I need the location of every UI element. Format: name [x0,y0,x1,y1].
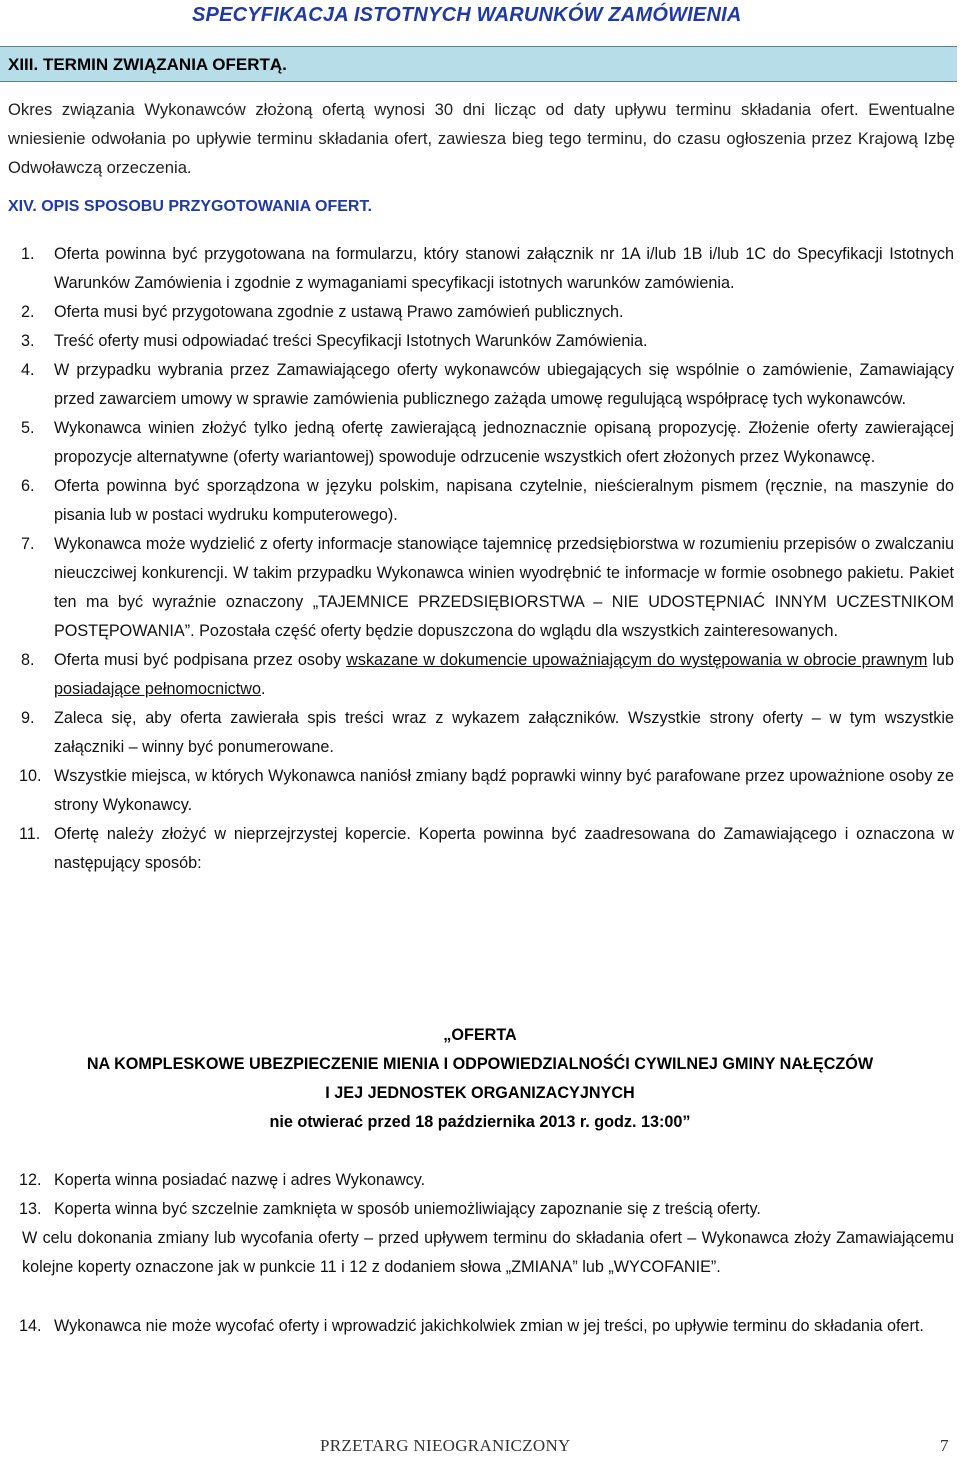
item-number: 9. [21,709,35,727]
envelope-line-1: „OFERTA [443,1026,517,1044]
list-item [0,530,960,646]
envelope-line-3: I JEJ JEDNOSTEK ORGANIZACYJNYCH [325,1084,635,1102]
list-item [0,356,960,414]
item-number: 7. [21,535,35,553]
list-item [0,646,960,704]
page-number: 7 [940,1436,949,1455]
item-text: lub [927,651,954,669]
list-item [0,472,960,530]
final-requirements-list [0,1312,960,1341]
offer-requirements-list [0,240,960,878]
underlined-text: posiadające pełnomocnictwo [54,680,261,698]
section-xiii-heading-bar [0,46,957,82]
list-item [0,1166,960,1195]
item-text: Wszystkie miejsca, w których Wykonawca naniósł zmiany bądź poprawki winny być parafowane przez upoważnione osoby ze strony Wykonawcy. [54,767,954,814]
list-item [0,327,960,356]
item-text: Wykonawca nie może wycofać oferty i wprowadzić jakichkolwiek zmian w jej treści, po upływie terminu do składania ofert. [54,1317,924,1335]
section-xiii-heading: XIII. TERMIN ZWIĄZANIA OFERTĄ. [8,55,287,74]
running-title: SPECYFIKACJA ISTOTNYCH WARUNKÓW ZAMÓWIENIA [192,4,742,26]
envelope-requirements-list [0,1166,960,1224]
list-item [0,240,960,298]
item-text: Wykonawca winien złożyć tylko jedną ofertę zawierającą jednoznacznie opisaną propozycję. Złożenie oferty zawierającej propozycje alternatywne (oferty wariantowej) spowoduje odrzucenie wszystkich ofert złożonych przez Wykonawcę. [54,419,954,466]
item-number: 2. [21,303,35,321]
item-number: 12. [19,1171,42,1189]
list-item [0,762,960,820]
list-item [0,414,960,472]
item-text: Treść oferty musi odpowiadać treści Specyfikacji Istotnych Warunków Zamówienia. [54,332,648,350]
list-item [0,1195,960,1224]
envelope-line-4: nie otwierać przed 18 października 2013 r. godz. 13:00” [269,1113,691,1131]
item-number: 3. [21,332,35,350]
section-xiv-heading: XIV. OPIS SPOSOBU PRZYGOTOWANIA OFERT. [8,198,372,215]
envelope-label [0,1021,960,1137]
item-text: . [260,680,266,698]
underlined-text: wskazane w dokumencie upoważniającym do występowania w obrocie prawnym [346,651,928,669]
item-number: 6. [21,477,35,495]
section-xiii-text: Okres związania Wykonawców złożoną ofertą wynosi 30 dni licząc od daty upływu terminu składania ofert. Ewentualne wniesienie odwołania po upływie terminu składania ofert, zawiesza bieg tego terminu, do czasu ogłoszenia przez Krajową Izbę Odwoławczą orzeczenia. [8,100,955,177]
item-number: 4. [21,361,35,379]
item-text: W przypadku wybrania przez Zamawiającego oferty wykonawców ubiegających się wspólnie o zamówienie, Zamawiający przed zawarciem umowy w sprawie zamówienia publicznego zażąda umowę regulującą współpracę tych wykonawców. [54,361,954,408]
list-item [0,704,960,762]
item-text: Wykonawca może wydzielić z oferty informacje stanowiące tajemnicę przedsiębiorstwa w rozumieniu przepisów o zwalczaniu nieuczciwej konkurencji. W takim przypadku Wykonawca winien wyodrębnić te informacje w formie osobnego pakietu. Pakiet ten ma być wyraźnie oznaczony „TAJEMNICE PRZEDSIĘBIORSTWA – NIE UDOSTĘPNIAĆ INNYM UCZESTNIKOM POSTĘPOWANIA”. Pozostała część oferty będzie dopuszczona do wglądu dla wszystkich zainteresowanych. [54,535,954,640]
item-number: 1. [21,245,35,263]
list-item [0,820,960,878]
item-number: 10. [19,767,42,785]
envelope-line-2: NA KOMPLESKOWE UBEZPIECZENIE MIENIA I ODPOWIEDZIALNOŚĆI CYWILNEJ GMINY NAŁĘCZÓW [86,1055,874,1073]
item-text: Oferta powinna być sporządzona w języku polskim, napisana czytelnie, nieścieralnym pismem (ręcznie, na maszynie do pisania lub w postaci wydruku komputerowego). [54,477,954,524]
item-text: Ofertę należy złożyć w nieprzejrzystej kopercie. Koperta powinna być zaadresowana do Zamawiającego i oznaczona w następujący sposób: [54,825,954,872]
item-number: 5. [21,419,35,437]
item-number: 11. [19,825,41,843]
footer-title: PRZETARG NIEOGRANICZONY [320,1436,571,1455]
item-text: Oferta musi być przygotowana zgodnie z ustawą Prawo zamówień publicznych. [54,303,624,321]
list-item [0,1312,960,1341]
item-text: Oferta musi być podpisana przez osoby [54,651,347,669]
item-text: Oferta powinna być przygotowana na formularzu, który stanowi załącznik nr 1A i/lub 1B i/lub 1C do Specyfikacji Istotnych Warunków Zamówienia i zgodnie z wymaganiami specyfikacji istotnych warunków zamówienia. [54,245,954,292]
item-text: Koperta winna być szczelnie zamknięta w sposób uniemożliwiający zapoznanie się z treścią oferty. [54,1200,761,1218]
list-item [0,298,960,327]
item-number: 13. [19,1200,42,1218]
item-number: 14. [19,1317,42,1335]
item-text: Koperta winna posiadać nazwę i adres Wykonawcy. [54,1171,426,1189]
item-number: 8. [21,651,35,669]
item-text: Zaleca się, aby oferta zawierała spis treści wraz z wykazem załączników. Wszystkie strony oferty – w tym wszystkie załączniki – winny być ponumerowane. [54,709,954,756]
change-withdraw-paragraph: W celu dokonania zmiany lub wycofania oferty – przed upływem terminu do składania ofert – Wykonawca złoży Zamawiającemu kolejne koperty oznaczone jak w punkcie 11 i 12 z dodaniem słowa „ZMIANA” lub „WYCOFANIE”. [22,1229,954,1276]
